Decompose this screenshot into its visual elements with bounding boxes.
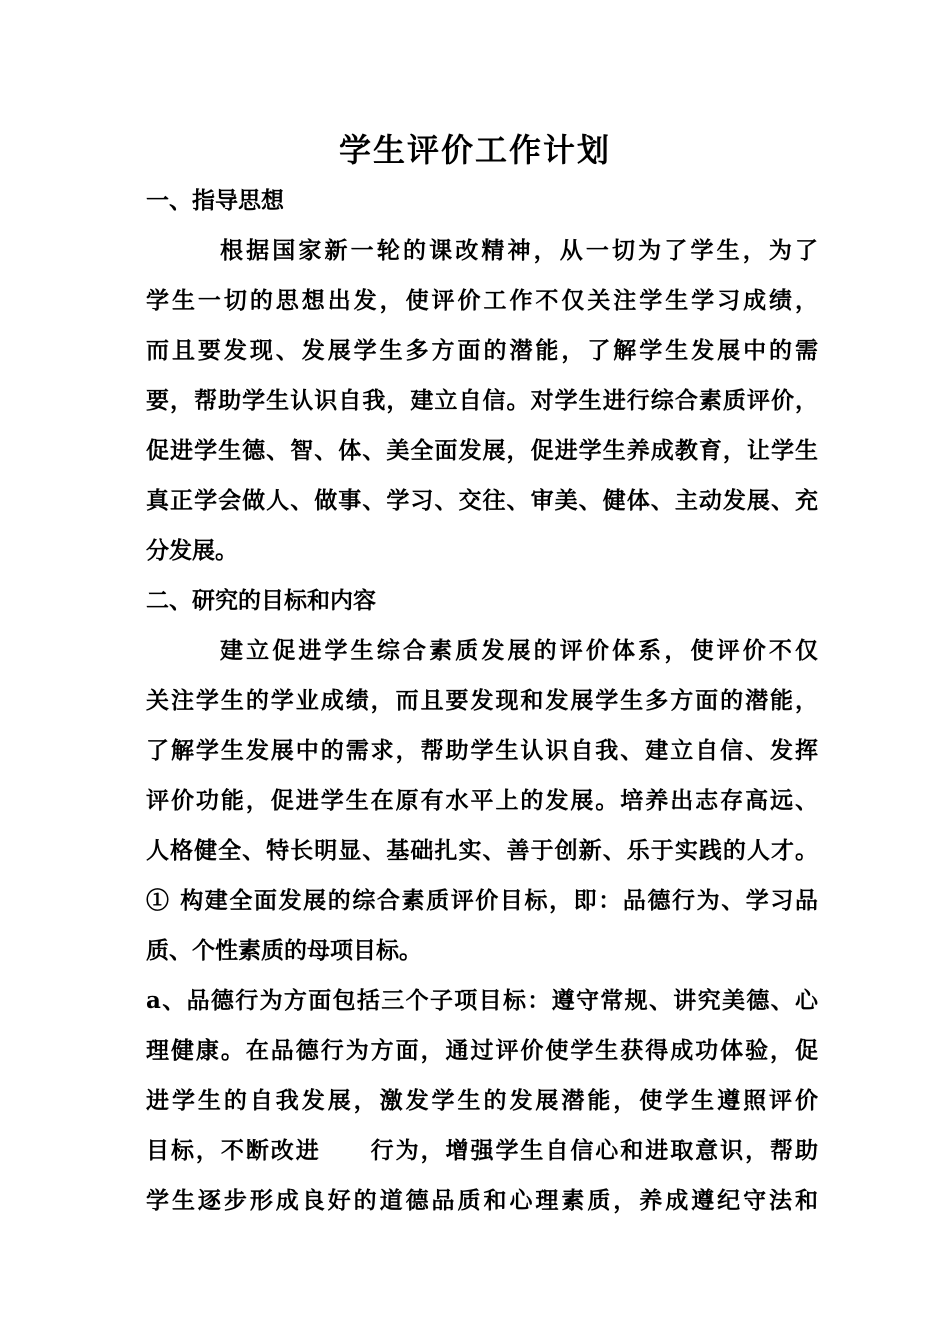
paragraph-line: 目标，不断改进 行为，增强学生自信心和进取意识，帮助 bbox=[146, 1137, 818, 1164]
paragraph-line: 学生一切的思想出发，使评价工作不仅关注学生学习成绩， bbox=[146, 287, 818, 314]
paragraph-line: 理健康。在品德行为方面，通过评价使学生获得成功体验，促 bbox=[146, 1037, 818, 1064]
subitem-line: a、品德行为方面包括三个子项目标：遵守常规、讲究美德、心 bbox=[146, 987, 818, 1014]
paragraph-line: 进学生的自我发展，激发学生的发展潜能，使学生遵照评价 bbox=[146, 1087, 818, 1114]
paragraph-line: 了解学生发展中的需求，帮助学生认识自我、建立自信、发挥 bbox=[146, 737, 818, 764]
section-heading-goals-content: 二、研究的目标和内容 bbox=[146, 587, 376, 614]
section-heading-guiding-ideology: 一、指导思想 bbox=[146, 187, 284, 214]
list-item-line: 质、个性素质的母项目标。 bbox=[146, 937, 422, 964]
paragraph-line: 学生逐步形成良好的道德品质和心理素质，养成遵纪守法和 bbox=[146, 1187, 818, 1214]
paragraph-line: 而且要发现、发展学生多方面的潜能，了解学生发展中的需 bbox=[146, 337, 818, 364]
paragraph-line: 人格健全、特长明显、基础扎实、善于创新、乐于实践的人才。 bbox=[146, 837, 818, 864]
paragraph-line: 关注学生的学业成绩，而且要发现和发展学生多方面的潜能， bbox=[146, 687, 818, 714]
paragraph-line: 真正学会做人、做事、学习、交往、审美、健体、主动发展、充 bbox=[146, 487, 818, 514]
paragraph-line: 分发展。 bbox=[146, 537, 238, 564]
paragraph-line: 评价功能，促进学生在原有水平上的发展。培养出志存高远、 bbox=[146, 787, 818, 814]
paragraph-line: 建立促进学生综合素质发展的评价体系，使评价不仅 bbox=[220, 637, 818, 664]
document-title: 学生评价工作计划 bbox=[338, 131, 611, 169]
list-item-line: ① 构建全面发展的综合素质评价目标，即：品德行为、学习品 bbox=[146, 887, 818, 914]
paragraph-line: 促进学生德、智、体、美全面发展，促进学生养成教育，让学生 bbox=[146, 437, 818, 464]
document-body bbox=[146, 176, 818, 1226]
paragraph-line: 根据国家新一轮的课改精神，从一切为了学生，为了 bbox=[220, 237, 818, 264]
paragraph-line: 要，帮助学生认识自我，建立自信。对学生进行综合素质评价， bbox=[146, 387, 818, 414]
